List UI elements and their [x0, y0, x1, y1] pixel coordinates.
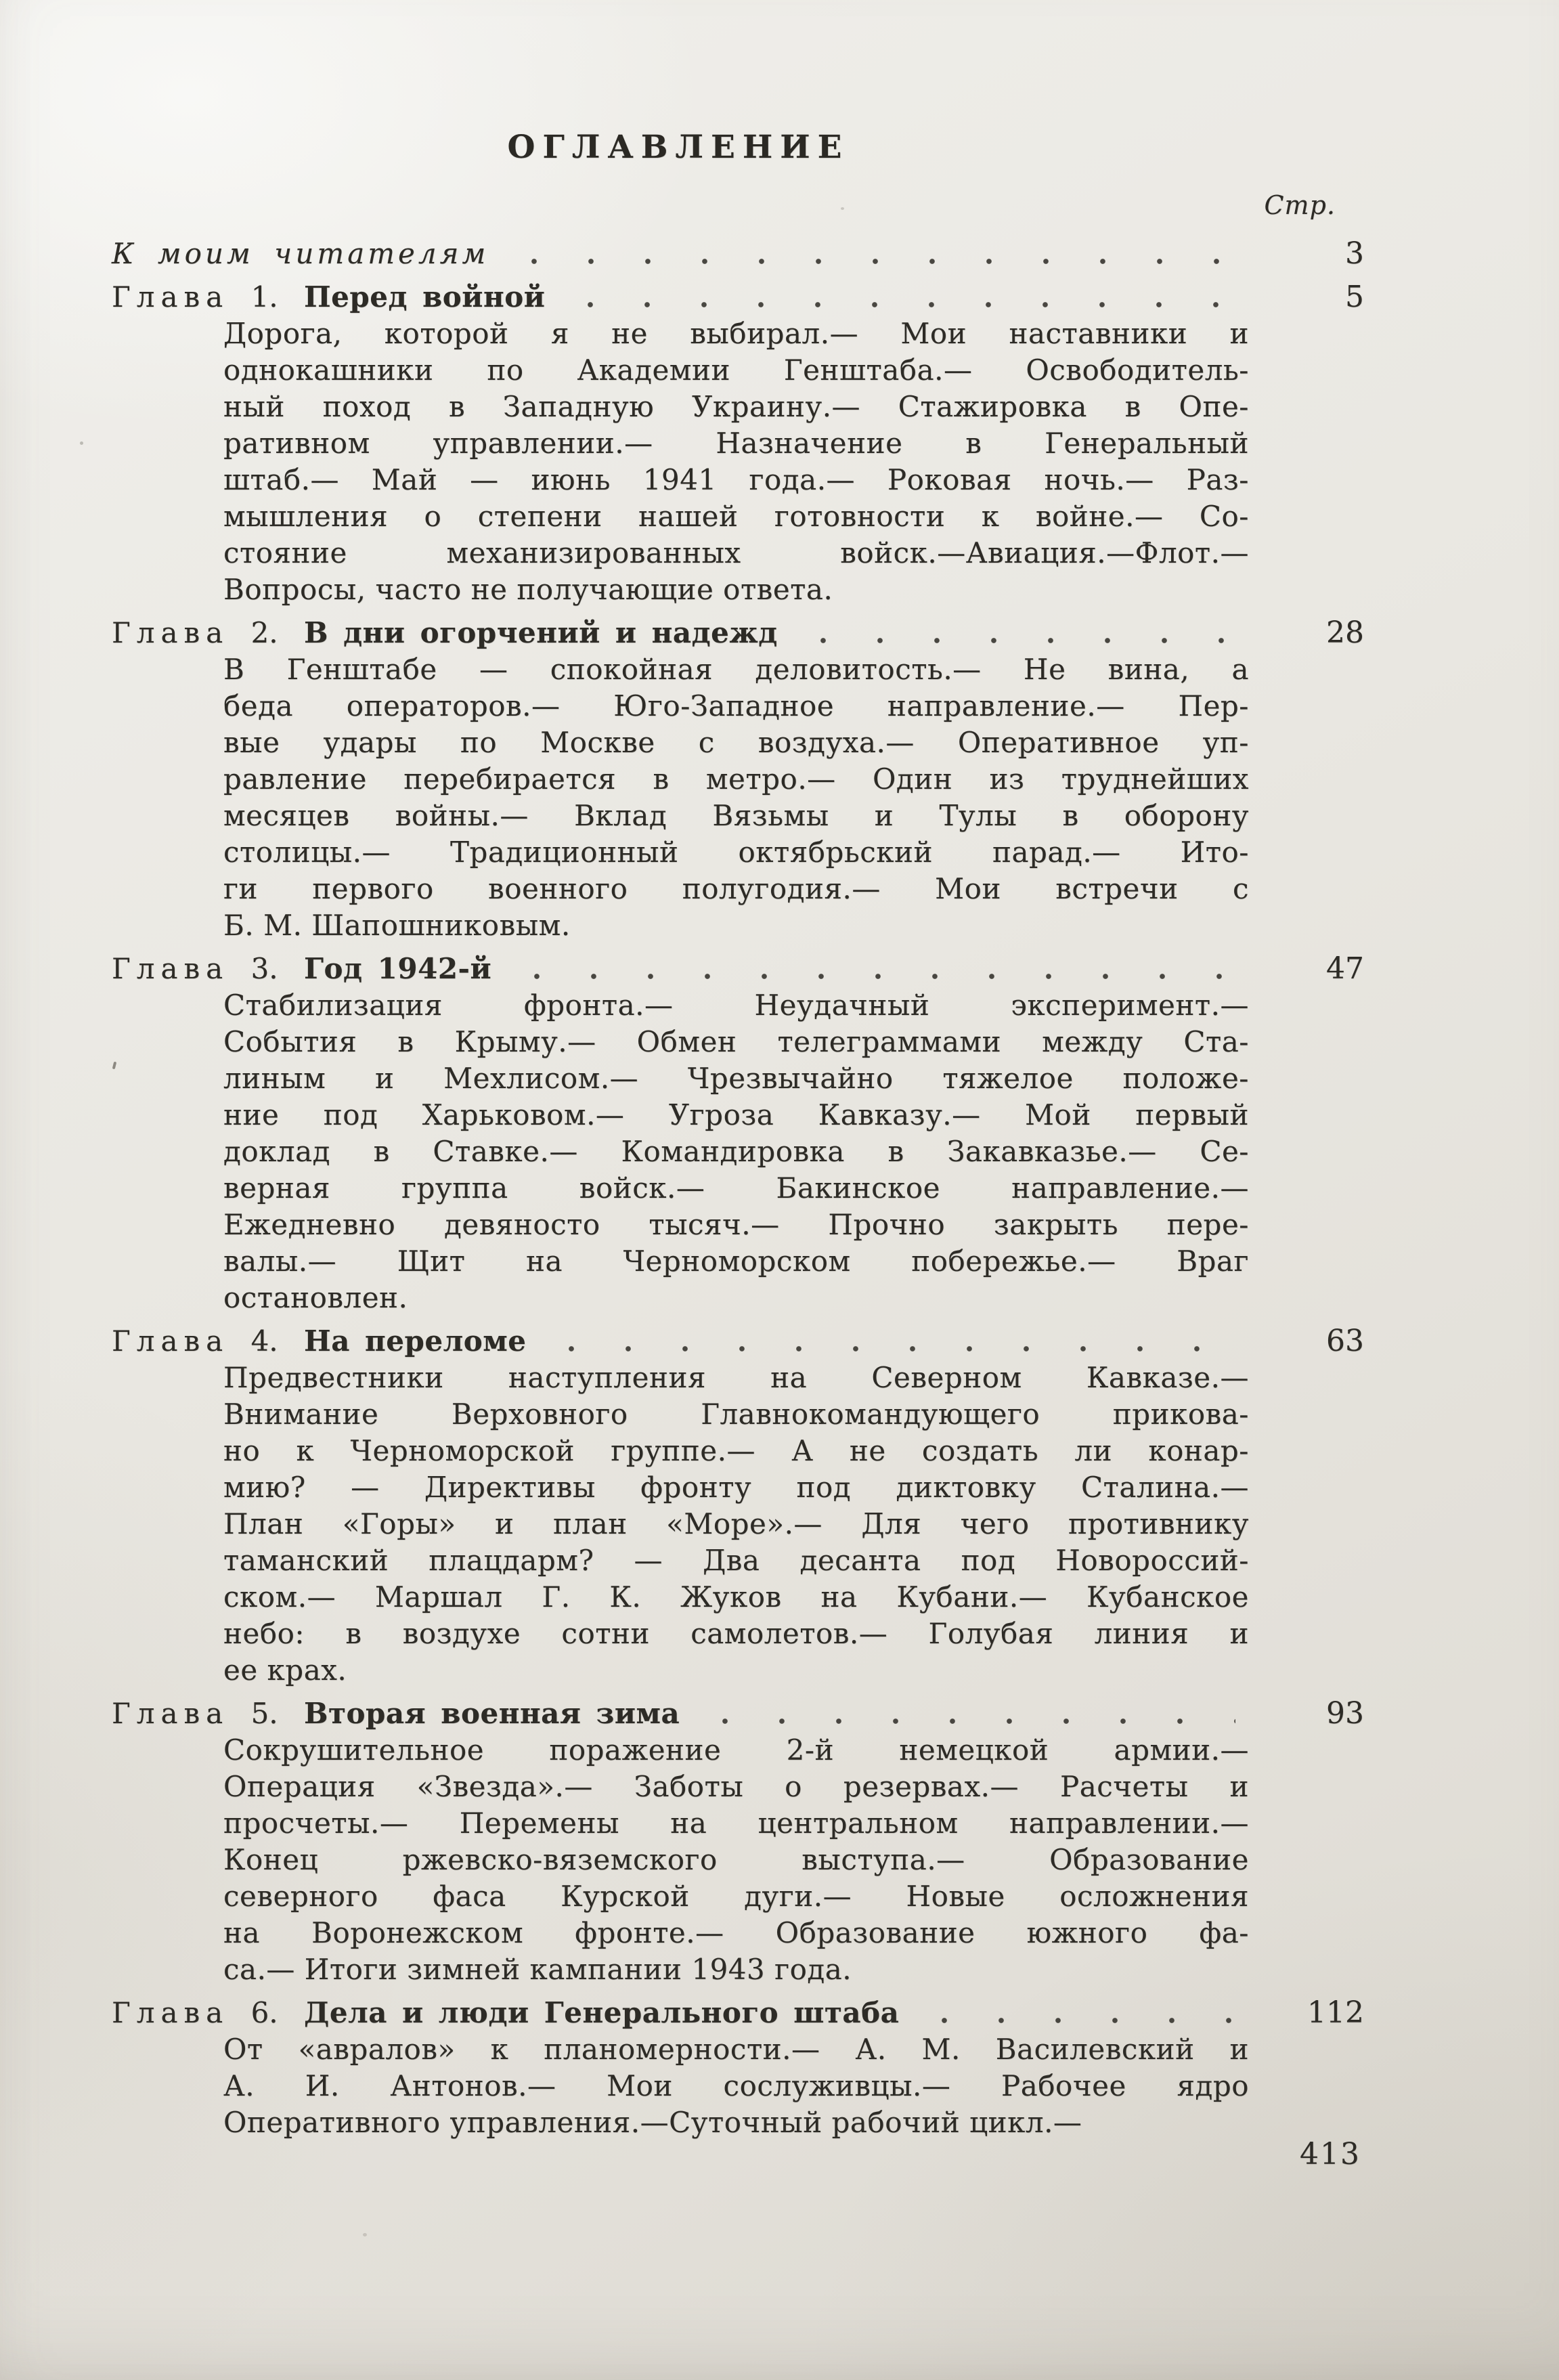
- toc-desc-line: вые удары по Москве с воздуха.— Оперативное уп-: [223, 726, 1249, 759]
- folio-page-number: 413: [1300, 2137, 1361, 2171]
- page-column-header: Стр.: [1264, 190, 1336, 220]
- dot-leader: [582, 302, 1235, 307]
- toc-desc-line: на Воронежском фронте.— Образование южного фа-: [223, 1916, 1249, 1949]
- toc-chapter-word: Глава: [112, 1996, 229, 2029]
- toc-desc-line: стояние механизированных войск.—Авиация.—Флот.—: [223, 536, 1249, 569]
- toc-chapter-number: 4.: [250, 1324, 278, 1358]
- toc-desc-line: са.— Итоги зимней кампании 1943 года.: [223, 1953, 852, 1986]
- toc-desc-line: Б. М. Шапошниковым.: [223, 909, 571, 942]
- toc-entry-label: [112, 279, 545, 316]
- toc-chapter-title: Дела и люди Генерального штаба: [304, 1996, 900, 2029]
- toc-desc-line: Сокрушительное поражение 2-й немецкой армии.—: [223, 1733, 1249, 1767]
- toc-entry-row: [112, 279, 1364, 316]
- toc-desc-line: Вопросы, часто не получающие ответа.: [223, 573, 833, 606]
- toc-desc-line: небо: в воздухе сотни самолетов.— Голубая линия и: [223, 1617, 1249, 1650]
- toc-entry-description: [223, 1360, 1249, 1689]
- toc-desc-line: мию? — Директивы фронту под диктовку Сталина.—: [223, 1471, 1249, 1504]
- toc-chapter-number: 2.: [250, 616, 278, 649]
- toc-desc-line: мышления о степени нашей готовности к войне.— Со-: [223, 500, 1249, 533]
- dot-leader: [815, 638, 1235, 643]
- toc-entry: [112, 236, 1364, 272]
- toc-desc-line: однокашники по Академии Генштаба.— Освободитель-: [223, 353, 1249, 387]
- toc-chapter-title: Год 1942-й: [304, 952, 492, 985]
- toc-entry-description: [223, 2031, 1249, 2141]
- toc-page-number: 93: [1326, 1696, 1364, 1731]
- toc-desc-line: Ежедневно девяносто тысяч.— Прочно закрыть пере-: [223, 1208, 1249, 1241]
- toc-desc-line: штаб.— Май — июнь 1941 года.— Роковая ночь.— Раз-: [223, 463, 1249, 496]
- toc-desc-line: северного фаса Курской дуги.— Новые осложнения: [223, 1880, 1249, 1913]
- scan-speck: [80, 441, 83, 445]
- scan-speck: [363, 2233, 367, 2236]
- toc-desc-line: Оперативного управления.—Суточный рабочий цикл.—: [223, 2106, 1082, 2139]
- toc-desc-line: столицы.— Традиционный октябрьский парад.— Ито-: [223, 836, 1249, 869]
- text-block: [112, 0, 1364, 2141]
- toc-entry-row: [112, 1995, 1364, 2031]
- page-title: ОГЛАВЛЕНИЕ: [507, 129, 850, 166]
- dot-leader: [526, 259, 1235, 264]
- dot-leader: [936, 2018, 1235, 2023]
- toc-page-number: 5: [1345, 280, 1364, 314]
- toc-entry-description: [223, 1732, 1249, 1988]
- toc-chapter-title: В дни огорчений и надежд: [304, 616, 778, 649]
- toc-desc-line: но к Черноморской группе.— А не создать ли конар-: [223, 1434, 1249, 1467]
- table-of-contents: [112, 236, 1364, 2141]
- toc-entry: [112, 615, 1364, 944]
- toc-chapter-title: На переломе: [304, 1324, 527, 1358]
- toc-desc-line: доклад в Ставке.— Командировка в Закавказье.— Се-: [223, 1135, 1249, 1168]
- toc-desc-line: равление перебирается в метро.— Один из труднейших: [223, 762, 1249, 796]
- toc-desc-line: ние под Харьковом.— Угроза Кавказу.— Мой первый: [223, 1098, 1249, 1131]
- toc-entry: [112, 1995, 1364, 2141]
- toc-page-number: 47: [1326, 951, 1364, 986]
- toc-entry-label: [112, 615, 778, 651]
- toc-chapter-word: Глава: [112, 616, 229, 649]
- toc-entry-label: [112, 951, 491, 987]
- toc-entry-label: [112, 236, 489, 272]
- toc-desc-line: таманский плацдарм? — Два десанта под Новороссий-: [223, 1544, 1249, 1577]
- toc-entry-row: [112, 951, 1364, 987]
- toc-page-number: 112: [1307, 1995, 1364, 2030]
- toc-entry: [112, 1695, 1364, 1988]
- toc-desc-line: линым и Мехлисом.— Чрезвычайно тяжелое положе-: [223, 1062, 1249, 1095]
- toc-chapter-title: Вторая военная зима: [304, 1697, 680, 1730]
- toc-chapter-number: 1.: [250, 280, 278, 313]
- toc-desc-line: Конец ржевско-вяземского выступа.— Образование: [223, 1843, 1249, 1876]
- toc-chapter-word: Глава: [112, 280, 229, 313]
- dot-leader: [529, 974, 1235, 979]
- toc-entry-row: [112, 1323, 1364, 1360]
- toc-chapter-number: 5.: [250, 1697, 278, 1730]
- toc-desc-line: месяцев войны.— Вклад Вязьмы и Тулы в оборону: [223, 799, 1249, 832]
- toc-desc-line: ги первого военного полугодия.— Мои встречи с: [223, 872, 1249, 905]
- toc-chapter-number: 6.: [250, 1996, 278, 2029]
- toc-chapter-number: 3.: [250, 952, 278, 985]
- toc-desc-line: ный поход в Западную Украину.— Стажировка в Опе-: [223, 390, 1249, 423]
- toc-desc-line: В Генштабе — спокойная деловитость.— Не вина, а: [223, 653, 1249, 686]
- toc-entry-row: [112, 615, 1364, 651]
- toc-page-number: 28: [1326, 615, 1364, 650]
- toc-desc-line: Стабилизация фронта.— Неудачный эксперимент.—: [223, 989, 1249, 1022]
- toc-desc-line: ском.— Маршал Г. К. Жуков на Кубани.— Кубанское: [223, 1580, 1249, 1614]
- toc-desc-line: Внимание Верховного Главнокомандующего прикова-: [223, 1398, 1249, 1431]
- toc-entry-label: [112, 1995, 899, 2031]
- toc-desc-line: Дорога, которой я не выбирал.— Мои наставники и: [223, 317, 1249, 350]
- toc-page-number: 3: [1345, 236, 1364, 271]
- toc-chapter-word: Глава: [112, 1697, 229, 1730]
- toc-entry-row: [112, 236, 1364, 272]
- toc-desc-line: От «авралов» к планомерности.— А. М. Василевский и: [223, 2033, 1249, 2066]
- toc-desc-line: верная группа войск.— Бакинское направление.—: [223, 1171, 1249, 1205]
- dot-leader: [717, 1718, 1235, 1724]
- toc-entry-description: [223, 316, 1249, 608]
- toc-desc-line: ративном управлении.— Назначение в Генеральный: [223, 427, 1249, 460]
- toc-desc-line: беда операторов.— Юго-Западное направление.— Пер-: [223, 689, 1249, 722]
- toc-desc-line: ее крах.: [223, 1653, 347, 1687]
- toc-page-number: 63: [1326, 1324, 1364, 1358]
- toc-chapter-title: К моим читателям: [112, 237, 489, 270]
- toc-entry-label: [112, 1695, 680, 1732]
- toc-chapter-title: Перед войной: [304, 280, 546, 313]
- toc-chapter-word: Глава: [112, 952, 229, 985]
- toc-entry-description: [223, 651, 1249, 944]
- toc-desc-line: остановлен.: [223, 1281, 408, 1314]
- toc-desc-line: валы.— Щит на Черноморском побережье.— Враг: [223, 1245, 1249, 1278]
- toc-desc-line: просчеты.— Перемены на центральном направлении.—: [223, 1806, 1249, 1840]
- toc-entry: [112, 1323, 1364, 1689]
- toc-entry: [112, 279, 1364, 608]
- dot-leader: [563, 1346, 1235, 1351]
- toc-desc-line: А. И. Антонов.— Мои сослуживцы.— Рабочее ядро: [223, 2069, 1249, 2102]
- toc-desc-line: Операция «Звезда».— Заботы о резервах.— Расчеты и: [223, 1770, 1249, 1803]
- toc-entry-label: [112, 1323, 526, 1360]
- toc-entry: [112, 951, 1364, 1316]
- toc-desc-line: События в Крыму.— Обмен телеграммами между Ста-: [223, 1025, 1249, 1058]
- toc-desc-line: Предвестники наступления на Северном Кавказе.—: [223, 1361, 1249, 1394]
- toc-chapter-word: Глава: [112, 1324, 229, 1358]
- toc-desc-line: План «Горы» и план «Море».— Для чего противнику: [223, 1507, 1249, 1540]
- toc-entry-row: [112, 1695, 1364, 1732]
- toc-entry-description: [223, 987, 1249, 1316]
